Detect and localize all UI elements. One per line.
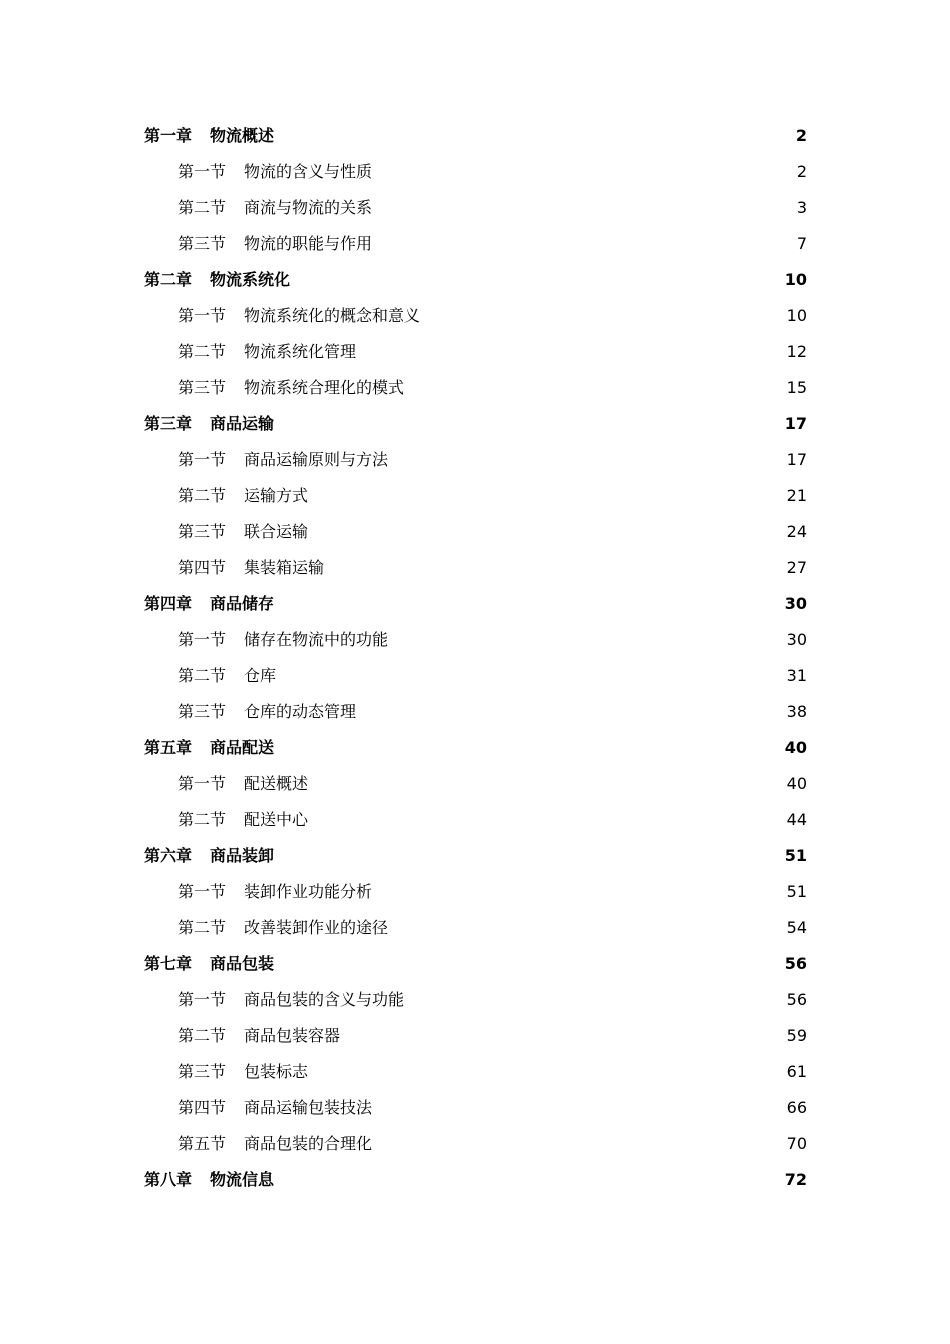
chapter-number: 第八章	[144, 1170, 193, 1189]
toc-chapter-entry[interactable]	[144, 586, 807, 622]
section-title: 仓库的动态管理	[244, 702, 357, 721]
toc-chapter-entry[interactable]	[144, 1162, 807, 1198]
page-number: 51	[786, 882, 807, 901]
section-number: 第二节	[178, 666, 227, 685]
page-number: 10	[786, 306, 807, 325]
section-title: 商品包装的含义与功能	[244, 990, 405, 1009]
chapter-number: 第四章	[144, 594, 193, 613]
page-number: 3	[796, 198, 807, 217]
section-title: 商品包装的合理化	[244, 1134, 373, 1153]
toc-entry-label	[178, 1126, 372, 1162]
section-number: 第三节	[178, 522, 227, 541]
toc-entry-label	[178, 910, 388, 946]
toc-section-entry[interactable]	[144, 1018, 807, 1054]
toc-entry-label	[144, 1162, 274, 1198]
page-number: 44	[786, 810, 807, 829]
table-of-contents	[144, 118, 807, 1198]
toc-section-entry[interactable]	[144, 874, 807, 910]
section-title: 包装标志	[244, 1062, 309, 1081]
toc-section-entry[interactable]	[144, 478, 807, 514]
page-number: 7	[796, 234, 807, 253]
section-title: 物流的含义与性质	[244, 162, 373, 181]
toc-entry-label	[178, 226, 372, 262]
toc-entry-label	[178, 442, 388, 478]
section-number: 第一节	[178, 990, 227, 1009]
section-title: 改善装卸作业的途径	[244, 918, 389, 937]
toc-section-entry[interactable]	[144, 1054, 807, 1090]
toc-entry-label	[178, 370, 404, 406]
toc-entry-label	[178, 982, 404, 1018]
section-title: 储存在物流中的功能	[244, 630, 389, 649]
page-number: 2	[795, 126, 807, 145]
toc-section-entry[interactable]	[144, 226, 807, 262]
toc-section-entry[interactable]	[144, 694, 807, 730]
section-title: 物流系统化管理	[244, 342, 357, 361]
section-title: 商品包装容器	[244, 1026, 341, 1045]
page-number: 54	[786, 918, 807, 937]
chapter-number: 第一章	[144, 126, 193, 145]
toc-section-entry[interactable]	[144, 370, 807, 406]
section-title: 仓库	[244, 666, 277, 685]
section-number: 第一节	[178, 306, 227, 325]
chapter-title: 物流概述	[210, 126, 275, 145]
page-number: 51	[784, 846, 807, 865]
toc-entry-label	[178, 478, 308, 514]
chapter-title: 商品包装	[210, 954, 275, 973]
page-number: 61	[786, 1062, 807, 1081]
section-number: 第二节	[178, 918, 227, 937]
section-number: 第三节	[178, 702, 227, 721]
section-number: 第二节	[178, 198, 227, 217]
toc-entry-label	[178, 874, 372, 910]
page-number: 27	[786, 558, 807, 577]
chapter-title: 商品装卸	[210, 846, 275, 865]
section-number: 第五节	[178, 1134, 227, 1153]
section-number: 第一节	[178, 882, 227, 901]
page-number: 24	[786, 522, 807, 541]
toc-section-entry[interactable]	[144, 190, 807, 226]
section-title: 商流与物流的关系	[244, 198, 373, 217]
toc-section-entry[interactable]	[144, 802, 807, 838]
toc-section-entry[interactable]	[144, 910, 807, 946]
page-number: 31	[786, 666, 807, 685]
toc-section-entry[interactable]	[144, 442, 807, 478]
toc-entry-label	[178, 514, 308, 550]
section-number: 第一节	[178, 630, 227, 649]
toc-section-entry[interactable]	[144, 514, 807, 550]
section-title: 物流的职能与作用	[244, 234, 373, 253]
toc-entry-label	[178, 1054, 308, 1090]
toc-entry-label	[144, 118, 274, 154]
section-number: 第一节	[178, 162, 227, 181]
toc-section-entry[interactable]	[144, 982, 807, 1018]
section-title: 商品运输包装技法	[244, 1098, 373, 1117]
chapter-title: 商品配送	[210, 738, 275, 757]
section-number: 第一节	[178, 774, 227, 793]
toc-entry-label	[178, 658, 276, 694]
toc-entry-label	[178, 802, 308, 838]
page-number: 12	[786, 342, 807, 361]
toc-entry-label	[144, 406, 274, 442]
toc-entry-label	[178, 550, 324, 586]
page-number: 21	[786, 486, 807, 505]
toc-entry-label	[178, 298, 420, 334]
toc-entry-label	[178, 622, 388, 658]
page-number: 66	[786, 1098, 807, 1117]
chapter-title: 物流系统化	[210, 270, 291, 289]
page-number: 30	[786, 630, 807, 649]
toc-entry-label	[178, 1018, 340, 1054]
section-title: 装卸作业功能分析	[244, 882, 373, 901]
page-number: 40	[784, 738, 807, 757]
toc-section-entry[interactable]	[144, 766, 807, 802]
section-title: 联合运输	[244, 522, 309, 541]
chapter-number: 第七章	[144, 954, 193, 973]
section-number: 第二节	[178, 1026, 227, 1045]
section-title: 物流系统合理化的模式	[244, 378, 405, 397]
toc-entry-label	[178, 154, 372, 190]
section-title: 商品运输原则与方法	[244, 450, 389, 469]
toc-entry-label	[178, 1090, 372, 1126]
toc-entry-label	[144, 586, 274, 622]
toc-chapter-entry[interactable]	[144, 946, 807, 982]
toc-section-entry[interactable]	[144, 298, 807, 334]
page-number: 40	[786, 774, 807, 793]
chapter-number: 第二章	[144, 270, 193, 289]
page-number: 56	[784, 954, 807, 973]
page-number: 17	[784, 414, 807, 433]
section-number: 第三节	[178, 234, 227, 253]
toc-chapter-entry[interactable]	[144, 262, 807, 298]
toc-chapter-entry[interactable]	[144, 406, 807, 442]
toc-section-entry[interactable]	[144, 334, 807, 370]
chapter-title: 物流信息	[210, 1170, 275, 1189]
chapter-number: 第五章	[144, 738, 193, 757]
section-number: 第四节	[178, 558, 227, 577]
section-number: 第一节	[178, 450, 227, 469]
page-number: 30	[784, 594, 807, 613]
toc-entry-label	[144, 730, 274, 766]
section-number: 第三节	[178, 378, 227, 397]
toc-section-entry[interactable]	[144, 1090, 807, 1126]
chapter-number: 第六章	[144, 846, 193, 865]
section-number: 第二节	[178, 342, 227, 361]
toc-entry-label	[178, 766, 308, 802]
chapter-title: 商品储存	[210, 594, 275, 613]
toc-chapter-entry[interactable]	[144, 118, 807, 154]
toc-section-entry[interactable]	[144, 550, 807, 586]
page-number: 2	[796, 162, 807, 181]
page-number: 38	[786, 702, 807, 721]
toc-section-entry[interactable]	[144, 622, 807, 658]
toc-entry-label	[178, 190, 372, 226]
toc-chapter-entry[interactable]	[144, 730, 807, 766]
page-number: 56	[786, 990, 807, 1009]
chapter-title: 商品运输	[210, 414, 275, 433]
toc-section-entry[interactable]	[144, 658, 807, 694]
toc-entry-label	[144, 262, 290, 298]
page-number: 59	[786, 1026, 807, 1045]
toc-section-entry[interactable]	[144, 154, 807, 190]
page-number: 17	[786, 450, 807, 469]
section-title: 集装箱运输	[244, 558, 325, 577]
toc-section-entry[interactable]	[144, 1126, 807, 1162]
section-number: 第四节	[178, 1098, 227, 1117]
chapter-number: 第三章	[144, 414, 193, 433]
page-number: 72	[784, 1170, 807, 1189]
toc-entry-label	[178, 334, 356, 370]
toc-chapter-entry[interactable]	[144, 838, 807, 874]
toc-entry-label	[178, 694, 356, 730]
section-title: 物流系统化的概念和意义	[244, 306, 421, 325]
toc-entry-label	[144, 946, 274, 982]
section-number: 第三节	[178, 1062, 227, 1081]
section-title: 配送中心	[244, 810, 309, 829]
section-number: 第二节	[178, 810, 227, 829]
page-number: 15	[786, 378, 807, 397]
page-number: 10	[784, 270, 807, 289]
toc-entry-label	[144, 838, 274, 874]
section-number: 第二节	[178, 486, 227, 505]
section-title: 运输方式	[244, 486, 309, 505]
page-number: 70	[786, 1134, 807, 1153]
section-title: 配送概述	[244, 774, 309, 793]
